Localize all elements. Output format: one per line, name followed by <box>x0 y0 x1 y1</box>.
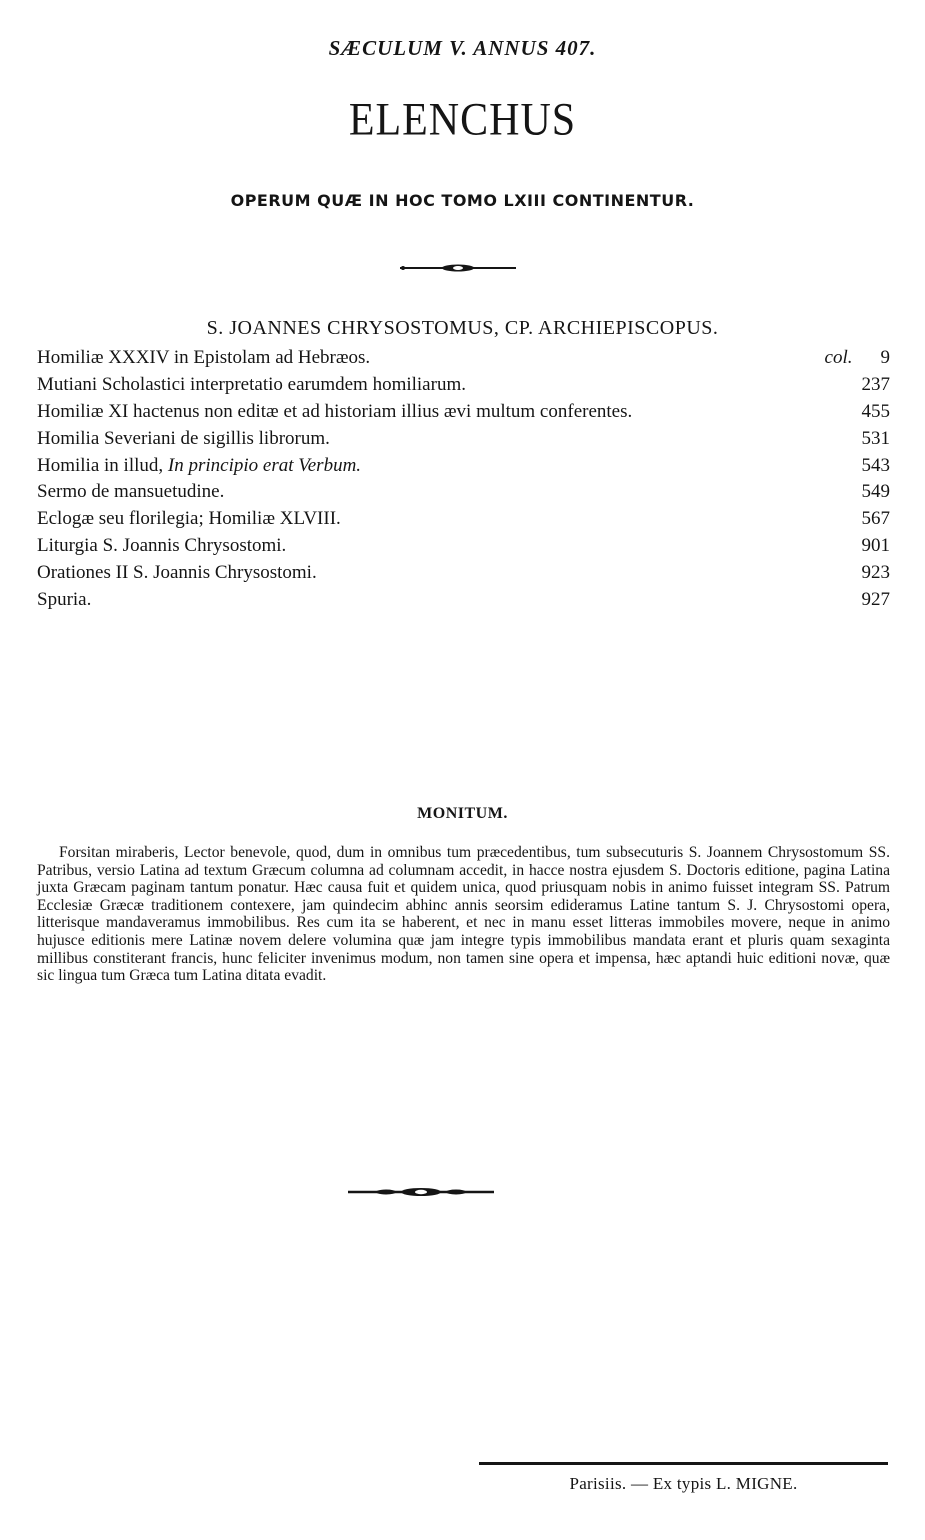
toc-entry <box>37 345 890 372</box>
toc-entry-column: 543 <box>861 454 890 476</box>
toc-entry-column: 927 <box>861 589 890 611</box>
toc-entry-column: 549 <box>861 481 890 503</box>
toc-entry-column: 531 <box>861 427 890 449</box>
table-of-contents <box>37 345 890 614</box>
toc-entry <box>37 399 890 426</box>
monitum-paragraph: Forsitan miraberis, Lector benevole, quod, dum in omnibus tum præcedentibus, tum subsecuturis S. Joannem Chrysostomum SS. Patribus, versio Latina ad textum Græcum columna ad columnam accedit, in hacce nostra ejusdem S. Doctoris editione, pagina Latina juxta Græcam paginam tantum ponatur. Hæc causa fuit et quidem unica, quod priusquam nobis in animo fuisset integram SS. Patrum Ecclesiæ Græcæ traditionem contexere, jam quindecim abhinc annis seorsim edideramus Latine tantum S. J. Chrysostomi opera, litterisque mandaveramus immobilibus. Res cum ita se haberent, et nec in manu esset litteras immobiles movere, neque in animo hujusce editionis mere Latinæ novem delere volumina quæ jam integre typis immobilibus mandata erant et pluris quam sexaginta millibus constiterant francis, hunc feliciter invenimus modum, non tamen sine opera et impensa, hæc aptandi huic editioni novæ, quæ sic lingua tum Græca tum Latina ditata evadit. <box>37 844 890 985</box>
toc-entry-column: 237 <box>861 373 890 395</box>
toc-entry <box>37 587 890 614</box>
toc-entry <box>37 453 890 480</box>
page-subtitle: OPERUM QUÆ IN HOC TOMO LXIII CONTINENTUR. <box>230 191 695 210</box>
toc-entry-title: Sermo de mansuetudine. <box>37 481 225 503</box>
toc-entry-title: Homilia in illud, In principio erat Verbum. <box>37 454 362 476</box>
toc-entry-title: Homiliæ XI hactenus non editæ et ad historiam illius ævi multum conferentes. <box>37 400 633 422</box>
author-heading: S. JOANNES CHRYSOSTOMUS, CP. ARCHIEPISCOPUS. <box>206 317 719 339</box>
toc-entry-column: 901 <box>861 535 890 557</box>
column-abbreviation: col. <box>824 347 853 368</box>
toc-entry-title: Liturgia S. Joannis Chrysostomi. <box>37 535 287 557</box>
page-title: ELENCHUS <box>348 94 577 146</box>
toc-entry-title: Orationes II S. Joannis Chrysostomi. <box>37 562 317 584</box>
running-head: SÆCULUM V. ANNUS 407. <box>328 36 597 60</box>
toc-entry <box>37 479 890 506</box>
footer-rule <box>479 1462 888 1465</box>
toc-entry-column: col. 9 <box>824 347 890 368</box>
toc-entry-column: 923 <box>861 562 890 584</box>
toc-entry-title: Spuria. <box>37 589 92 611</box>
toc-entry-column: 455 <box>861 400 890 422</box>
toc-entry <box>37 372 890 399</box>
monitum-heading: MONITUM. <box>417 805 508 822</box>
toc-entry <box>37 560 890 587</box>
ornament-divider-top <box>398 258 518 278</box>
toc-entry <box>37 506 890 533</box>
toc-entry <box>37 426 890 453</box>
toc-entry-title: Homiliæ XXXIV in Epistolam ad Hebræos. <box>37 347 371 368</box>
toc-entry-title: Mutiani Scholastici interpretatio earumdem homiliarum. <box>37 373 466 395</box>
ornament-divider-bottom <box>346 1182 496 1202</box>
toc-entry-title: Eclogæ seu florilegia; Homiliæ XLVIII. <box>37 508 341 530</box>
toc-entry-title: Homilia Severiani de sigillis librorum. <box>37 427 330 449</box>
toc-entry <box>37 533 890 560</box>
printer-imprint: Parisiis. — Ex typis L. MIGNE. <box>569 1474 798 1493</box>
toc-entry-column: 567 <box>861 508 890 530</box>
